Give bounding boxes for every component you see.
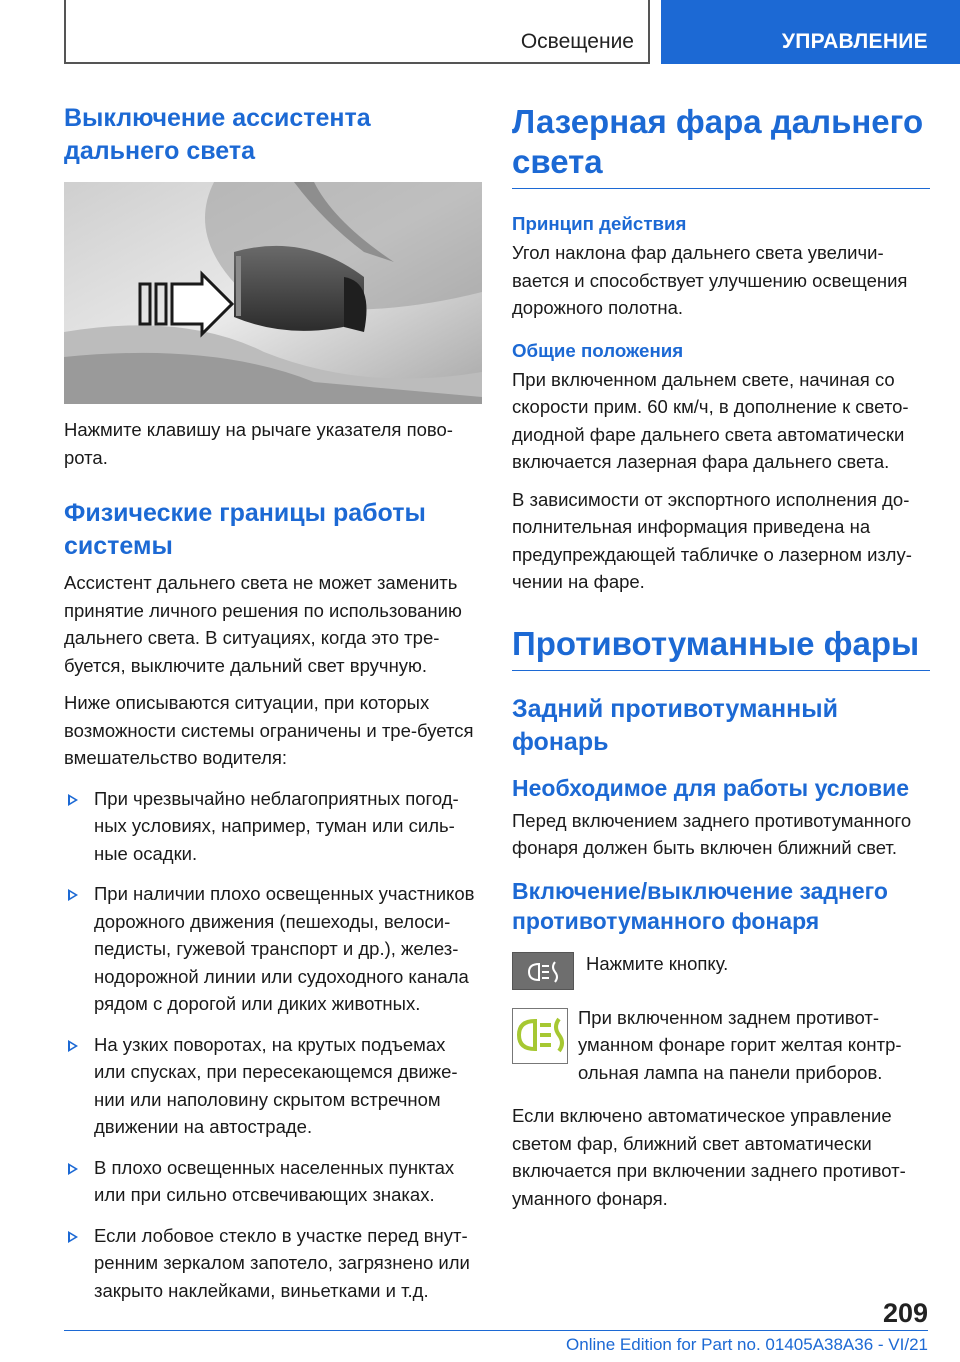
page-number: 209	[882, 1298, 928, 1328]
right-column	[512, 102, 930, 1212]
list-item: Если лобовое стекло в участке перед внут-ренним зеркалом запотело, загрязнено или закрыто наклейками, виньетками и т.д.	[64, 1222, 482, 1305]
indicator-row	[512, 1008, 930, 1087]
limits-paragraph-1: Ассистент дальнего света не может заменить принятие личного решения по использованию дальнего света. В ситуациях, когда это тре-буется, выключите дальний свет вручную.	[64, 572, 462, 676]
heading-system-limits: Физические границы работы системы	[64, 499, 426, 560]
header-chapter-title: УПРАВЛЕНИЕ	[781, 30, 928, 53]
photo-caption: Нажмите клавишу на рычаге указателя пово-рота.	[64, 419, 453, 468]
principle-paragraph: Угол наклона фар дальнего света увеличи-вается и способствует улучшению освещения дорожного полотна.	[512, 242, 908, 318]
triangle-bullet-icon	[68, 1231, 78, 1243]
heading-requirement: Необходимое для работы условие	[512, 774, 910, 801]
triangle-bullet-icon	[68, 1040, 78, 1052]
limits-bullet-list	[64, 785, 482, 1305]
list-item: При чрезвычайно неблагоприятных погод-ных условиях, например, туман или силь-ные осадки.	[64, 785, 482, 868]
limits-paragraph-2: Ниже описываются ситуации, при которых возможности системы ограничены и тре-буется вмешательство водителя:	[64, 692, 474, 768]
heading-on-off: Включение/выключение заднего противотуманного фонаря	[512, 877, 888, 934]
requirement-paragraph: Перед включением заднего противотуманного фонаря должен быть включен ближний свет.	[512, 809, 912, 858]
list-item: При наличии плохо освещенных участников дорожного движения (пешеходы, велоси-педисты, гужевой транспорт и др.), желез-нодорожной линии или судоходного канала рядом с дорогой или диких животных.	[64, 880, 482, 1018]
heading-fog-lights: Противотуманные фары	[512, 624, 930, 671]
heading-laser-headlight: Лазерная фара дальнего света	[512, 102, 930, 189]
press-button-text: Нажмите кнопку.	[586, 952, 729, 974]
header-section-box	[64, 0, 650, 64]
general-paragraph-1: При включенном дальнем свете, начиная со скорости прим. 60 км/ч, в дополнение к свето-диодной фаре дальнего света автоматически включается лазерная фара дальнего света.	[512, 368, 909, 472]
general-paragraph-2: В зависимости от экспортного исполнения до-полнительная информация приведена на предупреждающей табличке о лазерном излу-чении на фаре.	[512, 488, 912, 592]
button-instruction-row	[512, 952, 930, 990]
list-item: В плохо освещенных населенных пунктах или при сильно отсвечивающих знаках.	[64, 1154, 482, 1209]
heading-principle: Принцип действия	[512, 213, 687, 234]
indicator-paragraph: При включенном заднем противот-уманном фонаре горит желтая контр-ольная лампа на панели приборов.	[578, 1006, 902, 1083]
rear-fog-button-icon	[512, 952, 574, 990]
stalk-photo	[64, 182, 482, 404]
heading-rear-fog-light: Задний противотуманный фонарь	[512, 694, 838, 756]
auto-lights-paragraph: Если включено автоматическое управление светом фар, ближний свет автоматически включается при включении заднего противот-уманного фонаря.	[512, 1105, 906, 1209]
header-chapter-box	[661, 0, 960, 64]
triangle-bullet-icon	[68, 1163, 78, 1175]
footer-edition: Online Edition for Part no. 01405A38A36 - VI/21	[566, 1335, 928, 1354]
header-section-title: Освещение	[520, 30, 634, 53]
triangle-bullet-icon	[68, 889, 78, 901]
left-column	[64, 102, 482, 1304]
rear-fog-indicator-lamp-icon	[512, 1008, 568, 1064]
list-item: На узких поворотах, на крутых подъемах или спусках, при пересекающемся движе-нии или наполовину скрытом встречном движении на автостраде.	[64, 1031, 482, 1141]
heading-assistant-off: Выключение ассистента дальнего света	[64, 104, 371, 165]
heading-general: Общие положения	[512, 339, 684, 361]
footer-rule	[64, 1330, 928, 1331]
triangle-bullet-icon	[68, 794, 78, 806]
turn-signal-stalk-illustration	[64, 182, 482, 404]
